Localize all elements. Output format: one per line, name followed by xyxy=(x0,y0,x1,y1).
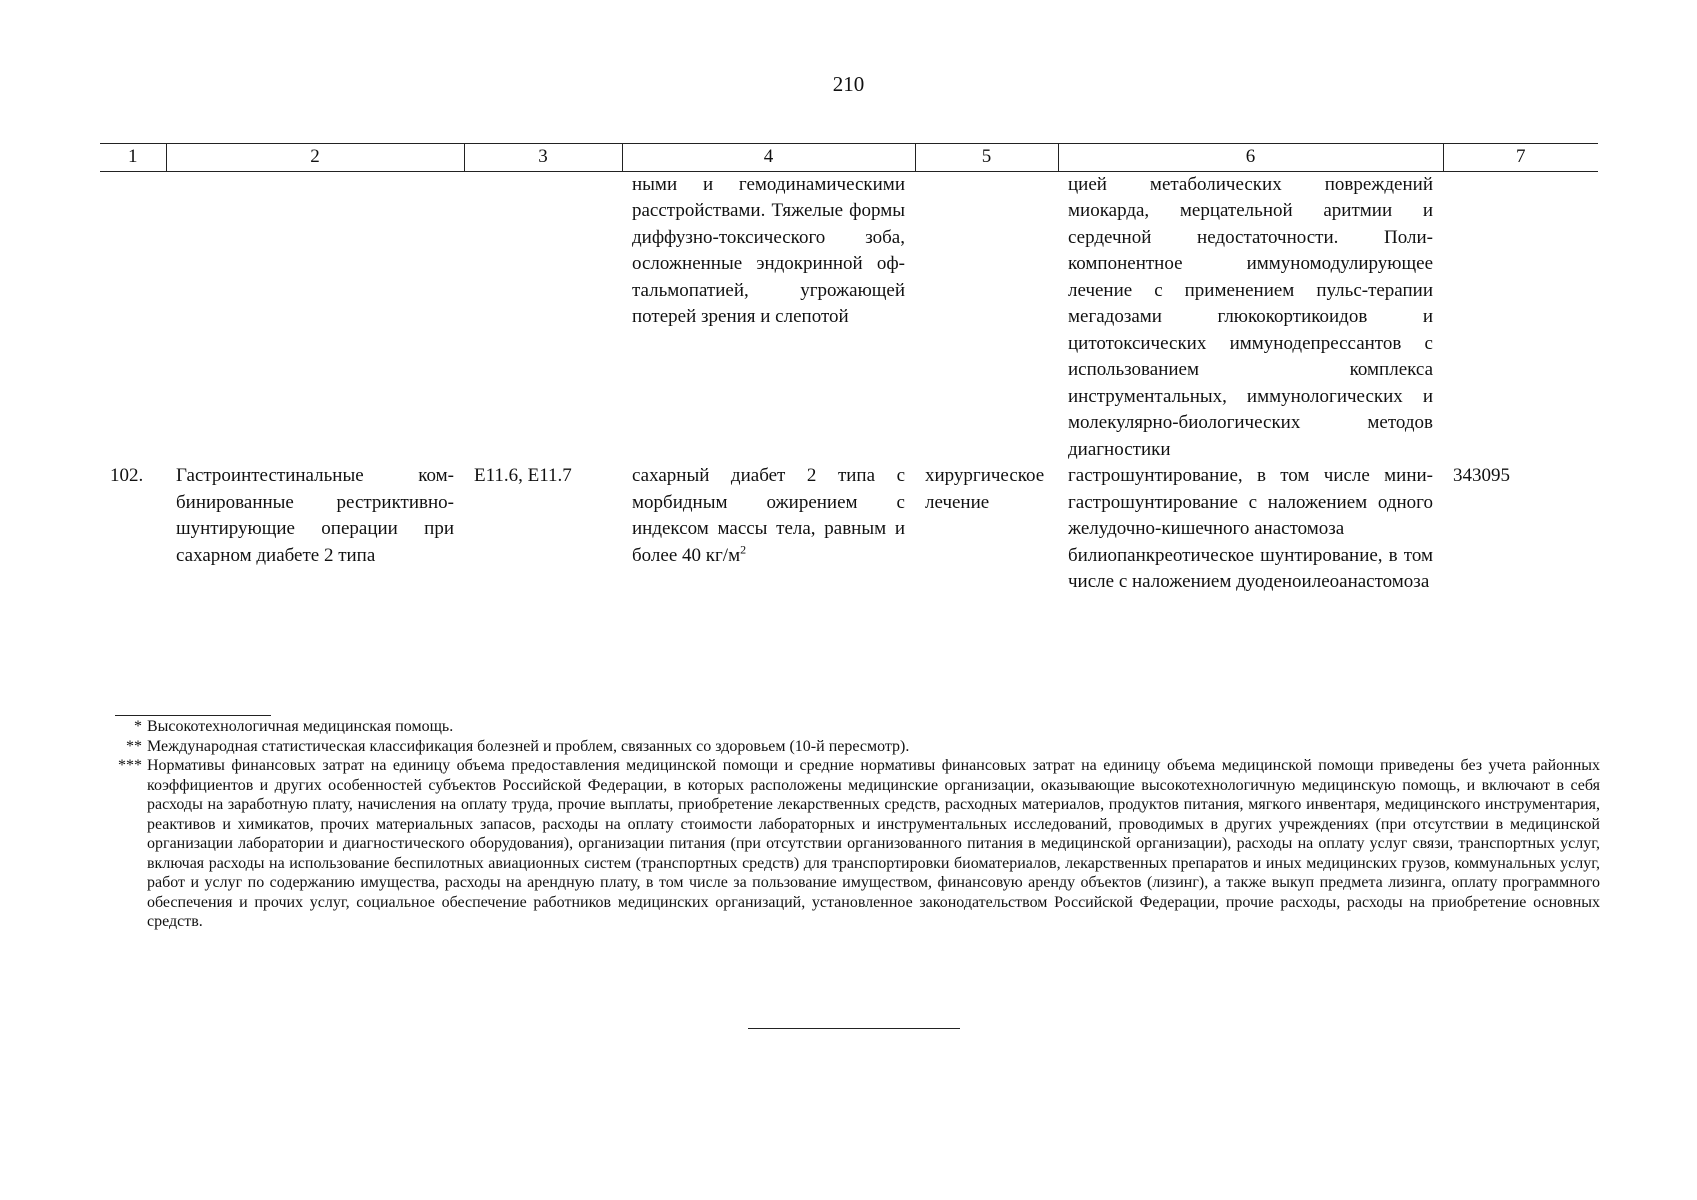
footnote-text: Нормативы финансовых затрат на единицу объема предоставления медицинской помощи и средние нормативы финансовых затрат на единицу объема медицинской помощи приведены без учета районных коэффициентов и других особенностей субъектов Российской Федерации, в которых расположены медицинские организации, оказывающие высокотехнологичную медицинскую помощь, и включают в себя расходы на заработную плату, начисления на оплату труда, прочие выплаты, приобретение лекарственных средств, расходных материалов, продуктов питания, мягкого инвентаря, медицинского инструментария, реактивов и химикатов, прочих материальных запасов, расходы на оплату стоимости лабораторных и инструментальных исследований, проводимых в других учреждениях (при отсутствии в медицинской организации лаборатории и диагностического оборудования), организации питания (при отсутствии организованного питания в медицинской организации), расходы на оплату услуг связи, транспортных услуг, включая расходы на использование беспилотных авиационных систем (транспортных средств) для транспортировки биоматериалов, лекарственных препаратов и иных медицинских грузов, коммунальных услуг, работ и услуг по содержанию имущества, расходы на арендную плату, в том числе за пользование имуществом, финансовую аренду объектов (лизинг), а также выкуп предмета лизинга, оплату программного обеспечения и прочих услуг, социальное обеспечение работников медицинских организаций, установленное законодательством Российской Федерации, прочие расходы, расходы на приобретение основных средств. xyxy=(147,757,1600,930)
column-header-4: 4 xyxy=(622,144,915,172)
cell-empty xyxy=(915,171,1058,463)
cell-treatment-method-continued: цией метаболических повреждений миокарда, мерцательной аритмии и сердечной недостаточности. Поликомпонентное иммуномодулирующее лечение с применением пульс-терапии мегадозами глюкокортикоидов и цитотоксических иммунодепрессантов с использованием комплекса инструментальных, иммунологических и молекулярно-биологических методов диагностики xyxy=(1068,173,1433,460)
cell-empty xyxy=(100,171,166,463)
cell-treatment-methods xyxy=(1058,463,1443,596)
footnote xyxy=(114,737,1600,757)
patient-model-text: сахарный диабет 2 типа с морбидным ожирением с индексом массы тела, равным и более 40 кг/м xyxy=(632,465,905,566)
table-header-row xyxy=(100,144,1598,172)
column-header-5: 5 xyxy=(915,144,1058,172)
column-header-7: 7 xyxy=(1443,144,1598,172)
cell-patient-model xyxy=(622,463,915,596)
cell-icd-codes: E11.6, E11.7 xyxy=(474,465,572,486)
cell-empty xyxy=(166,171,464,463)
footnote-mark: *** xyxy=(118,757,142,774)
cell-row-number: 102. xyxy=(110,465,144,486)
footnotes xyxy=(114,717,1600,932)
vmp-table xyxy=(100,143,1598,596)
column-header-2: 2 xyxy=(166,144,464,172)
table-row-102 xyxy=(100,463,1598,596)
cell-treatment-type: хирургическое лечение xyxy=(925,465,1045,513)
treatment-method-2: билиопанкреотическое шунтирование, в том числе с наложением дуоденоилеоанастомоза xyxy=(1068,544,1433,592)
table-row-continuation xyxy=(100,171,1598,463)
footnote-text: Международная статистическая классификация болезней и проблем, связанных со здоровьем (10-й пересмотр). xyxy=(147,737,910,755)
cell-vmp-name: Гастроинтестинальные комбинированные рестриктивно-шунтирующие операции при сахарном диабете 2 типа xyxy=(176,465,454,566)
treatment-method-1: гастрошунтирование, в том числе мини-гастрошунтирование с наложением одного желудочно-кишечного анастомоза xyxy=(1068,465,1433,539)
cell-patient-model-continued: ными и гемодинамическими расстройствами. Тяжелые формы диффузно-токсического зоба, осложненные эндокринной офтальмопатией, угрожающей потерей зрения и слепотой xyxy=(632,173,905,327)
footnote xyxy=(114,717,1600,737)
footnote-mark: * xyxy=(134,718,142,735)
column-header-1: 1 xyxy=(100,144,166,172)
page-number: 210 xyxy=(832,72,865,96)
footnote-separator xyxy=(115,715,271,716)
footnote xyxy=(114,756,1600,932)
cell-cost-norm: 343095 xyxy=(1453,465,1510,486)
cell-empty xyxy=(1443,171,1598,463)
superscript: 2 xyxy=(740,542,747,557)
column-header-6: 6 xyxy=(1058,144,1443,172)
footnote-mark: ** xyxy=(126,737,142,755)
column-header-3: 3 xyxy=(464,144,622,172)
end-of-section-rule xyxy=(748,1028,960,1029)
footnote-text: Высокотехнологичная медицинская помощь. xyxy=(147,718,454,735)
cell-empty xyxy=(464,171,622,463)
